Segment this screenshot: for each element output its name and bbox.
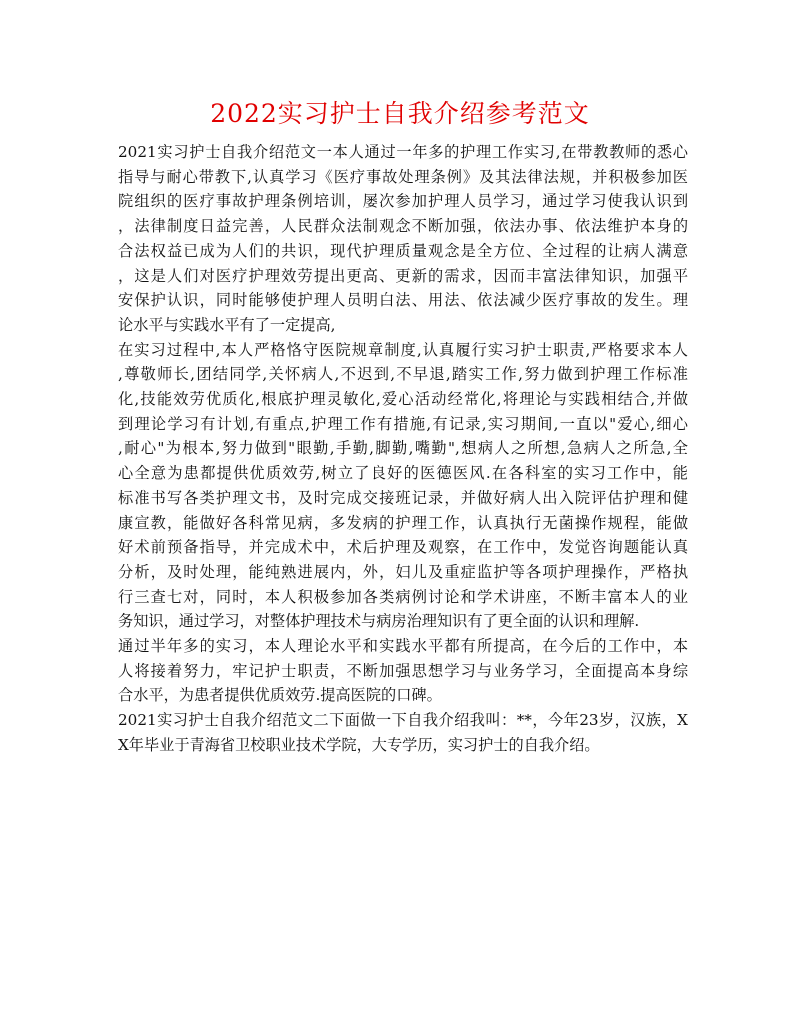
text-line: ,耐心"为根本,努力做到"眼勤,手勤,脚勤,嘴勤",想病人之所想,急病人之所急,全 xyxy=(118,439,688,458)
text-line: 标准书写各类护理文书，及时完成交接班记录，并做好病人出入院评估护理和健 xyxy=(118,488,688,507)
text-line: ，这是人们对医疗护理效劳提出更高、更新的需求，因而丰富法律知识，加强平 xyxy=(118,266,688,285)
text-line: 在实习过程中,本人严格恪守医院规章制度,认真履行实习护士职责,严格要求本人 xyxy=(118,340,688,359)
text-line: 论水平与实践水平有了一定提高, xyxy=(118,315,336,334)
text-line: 康宣教，能做好各科常见病，多发病的护理工作，认真执行无菌操作规程，能做 xyxy=(118,513,688,532)
text-line: 行三查七对，同时，本人积极参加各类病例讨论和学术讲座，不断丰富本人的业 xyxy=(118,587,688,606)
text-line: 人将接着努力，牢记护士职责，不断加强思想学习与业务学习，全面提高本身综 xyxy=(118,661,688,680)
text-line: 通过半年多的实习，本人理论水平和实践水平都有所提高，在今后的工作中，本 xyxy=(118,637,688,656)
text-line: 好术前预备指导，并完成术中，术后护理及观察，在工作中，发觉咨询题能认真 xyxy=(118,538,688,557)
text-line: ,尊敬师长,团结同学,关怀病人,不迟到,不早退,踏实工作,努力做到护理工作标准 xyxy=(118,365,688,384)
text-line: 合水平，为患者提供优质效劳.提高医院的口碑。 xyxy=(118,686,442,705)
text-line: 2021实习护士自我介绍范文二下面做一下自我介绍我叫：**，今年23岁，汉族，X xyxy=(118,711,688,730)
document-title: 2022实习护士自我介绍参考范文 xyxy=(210,99,590,128)
text-line: 院组织的医疗事故护理条例培训，屡次参加护理人员学习，通过学习使我认识到 xyxy=(118,192,688,211)
text-line: 2021实习护士自我介绍范文一本人通过一年多的护理工作实习,在带教教师的悉心 xyxy=(118,143,688,161)
text-line: 到理论学习有计划,有重点,护理工作有措施,有记录,实习期间,一直以"爱心,细心 xyxy=(118,414,688,433)
text-line: 分析，及时处理，能纯熟进展内，外，妇儿及重症监护等各项护理操作，严格执 xyxy=(118,562,688,581)
text-line: 心全意为患都提供优质效劳,树立了良好的医德医风.在各科室的实习工作中，能 xyxy=(118,464,688,483)
text-line: 化,技能效劳优质化,根底护理灵敏化,爱心活动经常化,将理论与实践相结合,并做 xyxy=(118,390,688,409)
text-line: 务知识，通过学习，对整体护理技术与病房治理知识有了更全面的认识和理解. xyxy=(118,612,640,631)
document-body xyxy=(118,140,688,758)
text-line: X年毕业于青海省卫校职业技术学院，大专学历，实习护士的自我介绍。 xyxy=(118,735,600,754)
text-line: 合法权益已成为人们的共识，现代护理质量观念是全方位、全过程的让病人满意 xyxy=(118,241,688,260)
text-line: ，法律制度日益完善，人民群众法制观念不断加强，依法办事、依法维护本身的 xyxy=(118,217,688,236)
text-line: 指导与耐心带教下,认真学习《医疗事故处理条例》及其法律法规，并积极参加医 xyxy=(118,167,688,186)
text-line: 安保护认识，同时能够使护理人员明白法、用法、依法减少医疗事故的发生。理 xyxy=(118,291,688,310)
